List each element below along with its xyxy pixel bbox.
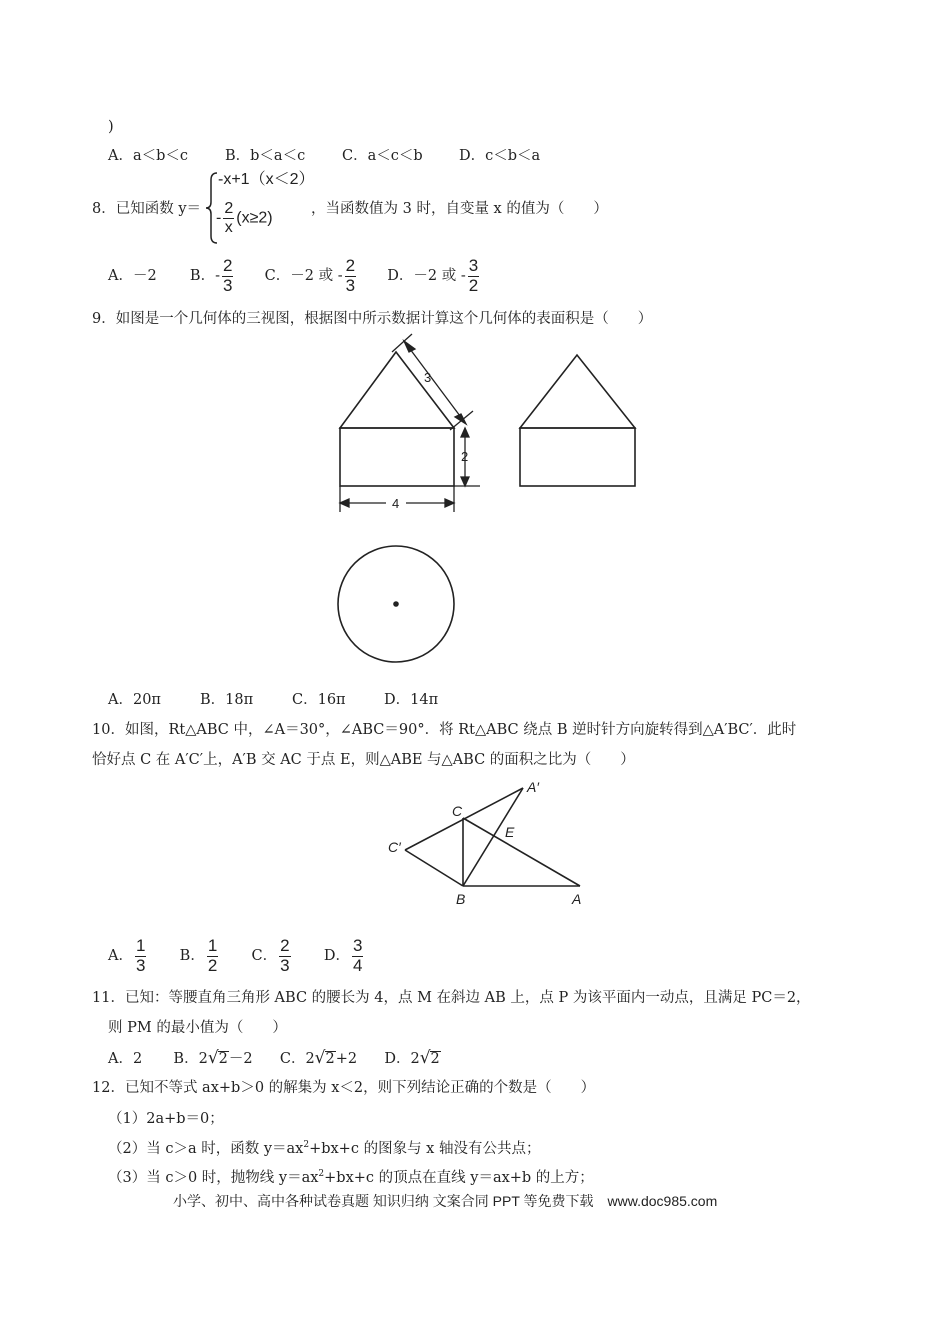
q12-item-3 — [108, 1170, 594, 1185]
segment-c-prime-a-prime — [405, 788, 523, 850]
q8-option-b-denominator: 3 — [222, 275, 233, 295]
q8-option-d-denominator: 2 — [468, 275, 479, 295]
q8-option-a: A．－2 — [108, 268, 157, 284]
q8-case2-minus: - — [216, 209, 222, 227]
q8-stem-suffix: ，当函数值为 3 时，自变量 x 的值为（ ） — [311, 201, 608, 217]
q12-item-2 — [108, 1141, 540, 1156]
q11-option-c-radicand: 2 — [325, 1051, 335, 1067]
q11-stem-line-1: 11．已知：等腰直角三角形 ABC 的腰长为 4，点 M 在斜边 AB 上，点 P 为该平面内一动点，且满足 PC＝2， — [92, 990, 811, 1006]
q10-option-b-label: B． — [179, 948, 205, 964]
q11-option-c-tail: +2 — [335, 1051, 358, 1067]
q9-stem: 9．如图是一个几何体的三视图，根据图中所示数据计算这个几何体的表面积是（ ） — [92, 311, 653, 327]
q7-option-c: C．a＜c＜b — [342, 148, 423, 164]
label-a-prime: A′ — [527, 779, 539, 795]
q12-item-3-part-a: （3）当 c＞0 时，抛物线 y＝ax — [108, 1169, 319, 1186]
q8-option-c-numerator: 2 — [345, 255, 356, 275]
q10-option-d-numerator: 3 — [352, 935, 363, 955]
label-c: C — [452, 803, 463, 819]
q10-option-d-denominator: 4 — [352, 955, 363, 975]
q9-option-c: C．16π — [292, 692, 346, 708]
q10-options — [108, 936, 365, 976]
q11-option-a: A．2 — [108, 1051, 143, 1067]
q9-option-b: B．18π — [200, 692, 254, 708]
q11-option-c-coef: C．2 — [279, 1051, 315, 1067]
q11-stem-line-2: 则 PM 的最小值为（ ） — [108, 1020, 287, 1036]
height-dimension-label: 2 — [461, 449, 469, 464]
segment-ca — [463, 818, 580, 886]
label-a: A — [572, 891, 582, 907]
q10-option-b-numerator: 1 — [207, 935, 218, 955]
q8-option-b-numerator: 2 — [222, 255, 233, 275]
q9-option-a: A．20π — [108, 692, 161, 708]
label-b: B — [456, 891, 466, 907]
q8-option-d-label: D．－2 或 - — [387, 268, 466, 284]
q8-stem-prefix: 8．已知函数 y＝ — [92, 201, 202, 217]
q8-option-d-numerator: 3 — [468, 255, 479, 275]
q8-case2-condition: (x≥2) — [236, 209, 273, 227]
q10-option-a-denominator: 3 — [135, 955, 146, 975]
q10-option-d-label: D． — [323, 948, 350, 964]
q12-item-3-part-b: +bx+c 的顶点在直线 y＝ax+b 的上方； — [324, 1169, 594, 1186]
label-c-prime: C′ — [388, 839, 401, 855]
q8-option-c-label: C．－2 或 - — [264, 268, 343, 284]
segment-c-prime-b — [405, 850, 463, 886]
q11-option-d-coef: D．2 — [384, 1051, 420, 1067]
radical-sign-icon: √ — [419, 1048, 431, 1068]
label-e: E — [505, 824, 515, 840]
width-dimension-label: 4 — [392, 496, 400, 511]
page-footer: 小学、初中、高中各种试卷真题 知识归纳 文案合同 PPT 等免费下载 www.doc985.com — [173, 1193, 718, 1209]
q7-option-b: B．b＜a＜c — [225, 148, 306, 164]
q10-option-c-label: C． — [251, 948, 278, 964]
q12-item-2-exponent: 2 — [303, 1140, 310, 1150]
q10-stem-line-1: 10．如图，Rt△ABC 中，∠A＝30°，∠ABC＝90°．将 Rt△ABC 绕点 B 逆时针方向旋转得到△A′BC′．此时 — [92, 722, 797, 738]
q10-option-a-label: A． — [108, 948, 133, 964]
slant-dimension-label: 3 — [424, 370, 432, 385]
q11-option-d-radicand: 2 — [430, 1051, 440, 1067]
q12-item-3-exponent: 2 — [318, 1169, 325, 1179]
q12-stem: 12．已知不等式 ax+b＞0 的解集为 x＜2，则下列结论正确的个数是（ ） — [92, 1080, 596, 1096]
q12-item-2-part-a: （2）当 c＞a 时，函数 y＝ax — [108, 1140, 304, 1157]
q7-option-a: A．a＜b＜c — [108, 148, 189, 164]
q7-closing-paren: ) — [108, 119, 114, 135]
q9-option-d: D．14π — [384, 692, 439, 708]
radical-sign-icon: √ — [207, 1048, 219, 1068]
q7-option-d: D．c＜b＜a — [459, 148, 541, 164]
q12-item-2-part-b: +bx+c 的图象与 x 轴没有公共点； — [309, 1140, 541, 1157]
q8-case-1: -x+1（x＜2） — [218, 171, 315, 188]
q11-options — [108, 1048, 441, 1069]
q10-option-a-numerator: 1 — [135, 935, 146, 955]
q8-case2-denominator: x — [224, 218, 233, 236]
q11-option-b-radicand: 2 — [218, 1051, 228, 1067]
q10-option-c-denominator: 3 — [280, 955, 290, 975]
q8-option-b-label: B．- — [189, 268, 220, 284]
q10-stem-line-2: 恰好点 C 在 A′C′上，A′B 交 AC 于点 E，则△ABE 与△ABC 的面积之比为（ ） — [92, 752, 635, 768]
q11-option-b-coef: B．2 — [173, 1051, 208, 1067]
radical-sign-icon: √ — [314, 1048, 326, 1068]
q8-case2-numerator: 2 — [224, 200, 234, 217]
q8-option-c-denominator: 3 — [345, 275, 356, 295]
q12-item-1: （1）2a+b＝0； — [108, 1111, 224, 1127]
q10-option-c-numerator: 2 — [280, 935, 290, 955]
q11-option-b-tail: －2 — [228, 1051, 253, 1067]
q10-option-b-denominator: 2 — [207, 955, 218, 975]
